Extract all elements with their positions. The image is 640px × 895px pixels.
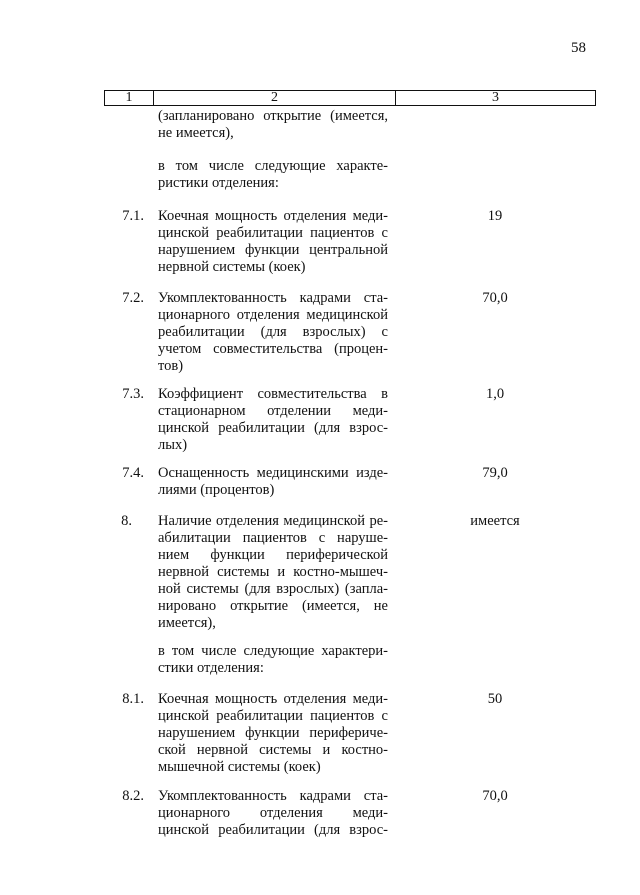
column-header-1: 1 [105,91,154,105]
row-number: 8.1. [122,691,144,707]
row-text: Коечная мощность отделения меди- цинской реабилитации пациентов с нарушением функции перифериче- ской нервной системы и костно- мышечной системы (коек) [158,691,388,775]
row-number: 7.2. [122,290,144,306]
row-value: 70,0 [482,788,508,804]
row-number: 7.3. [122,386,144,402]
row-text: Коэффициент совместительства в стационарном отделении меди- цинской реабилитации (для взрос- лых) [158,386,388,453]
row-number: 7.4. [122,465,144,481]
row-text: Оснащенность медицинскими изде- лиями (процентов) [158,465,388,498]
row-text: (запланировано открытие (имеется, не имеется), [158,108,388,141]
row-value: 70,0 [482,290,508,306]
row-number: 7.1. [122,208,144,224]
row-text: Наличие отделения медицинской ре- абилитации пациентов с наруше- нием функции периферической нервной системы и костно-мышеч- ной системы (для взрослых) (запла- нировано открытие (имеется, не имеется), [158,513,388,631]
column-header-row [104,90,596,106]
row-value: 1,0 [485,386,505,402]
row-value: 19 [487,208,503,224]
row-text: Коечная мощность отделения меди- цинской реабилитации пациентов с нарушением функции центральной нервной системы (коек) [158,208,388,275]
row-value: 50 [487,691,503,707]
row-text: Укомплектованность кадрами ста- ционарного отделения меди- цинской реабилитации (для взрос- [158,788,388,838]
page-number: 58 [571,40,586,56]
row-text: в том числе следующие характери- стики отделения: [158,643,388,676]
row-number: 8. [121,513,132,529]
row-number: 8.2. [122,788,144,804]
row-text: Укомплектованность кадрами ста- ционарного отделения медицинской реабилитации (для взрослых) с учетом совместительства (процен- тов) [158,290,388,374]
row-text: в том числе следующие характе- ристики отделения: [158,158,388,191]
column-header-3: 3 [492,90,499,105]
column-header-2: 2 [154,91,396,105]
row-value: 79,0 [482,465,508,481]
row-value: имеется [470,513,520,529]
